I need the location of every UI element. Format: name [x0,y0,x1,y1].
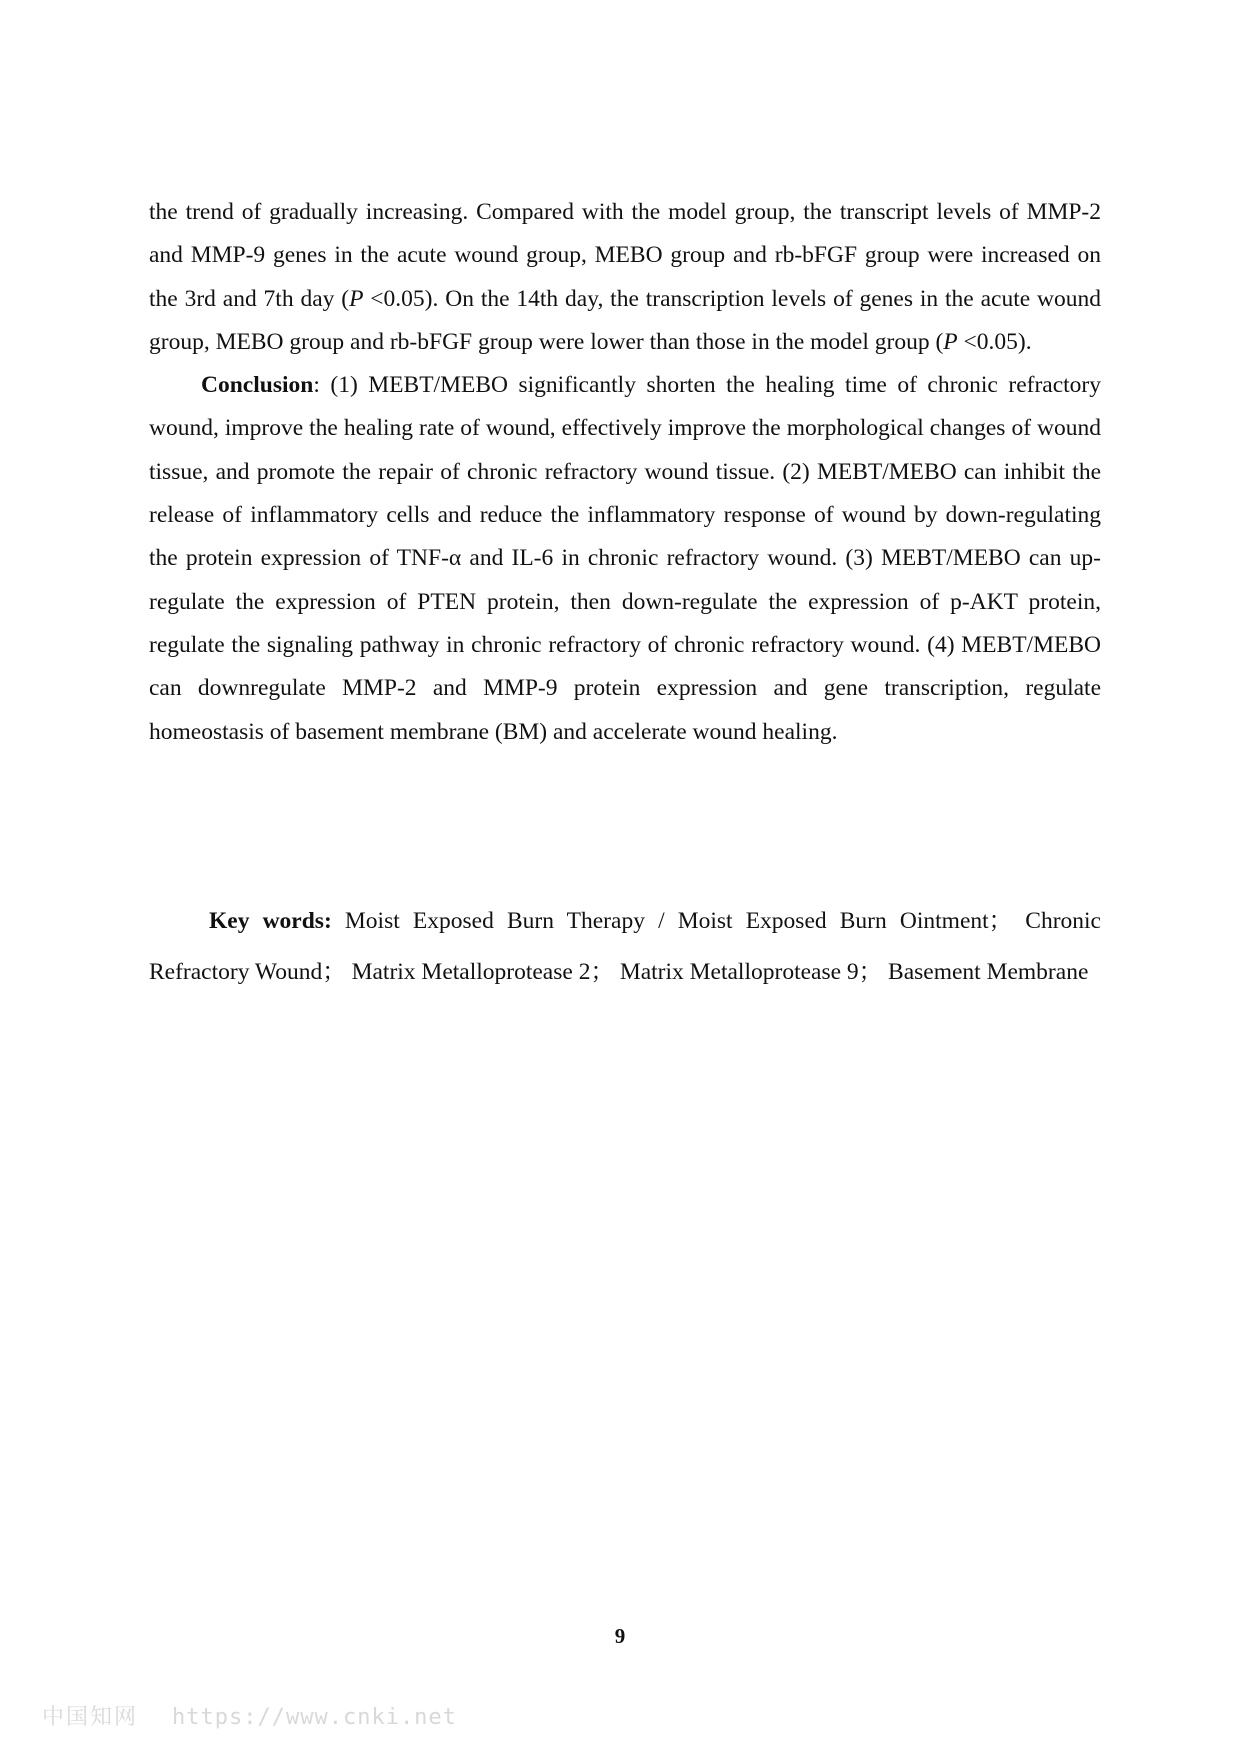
abstract-body [149,191,1101,754]
watermark-site-name: 中国知网 [42,1705,139,1730]
keywords-label: Key words: [209,908,332,934]
results-text-2: <0.05). On the 14th day, the transcription levels of genes in the acute wound group, MEBO group and rb-bFGF group were lower than those in the model group ( [149,285,1101,355]
watermark-url: https://www.cnki.net [172,1705,457,1730]
results-paragraph [149,191,1101,364]
keywords-section [149,896,1101,998]
keywords-paragraph [149,896,1101,998]
results-text-3: <0.05). [957,328,1032,355]
keywords-text: Moist Exposed Burn Therapy / Moist Exposed Burn Ointment； Chronic Refractory Wound； Matrix Metalloprotease 2； Matrix Metalloprotease 9； Basement Membrane [149,908,1101,985]
p-value-symbol: P [349,285,364,312]
p-value-symbol: P [943,328,958,355]
conclusion-paragraph [149,364,1101,754]
results-text-1: the trend of gradually increasing. Compared with the model group, the transcript levels of MMP-2 and MMP-9 genes in the acute wound group, MEBO group and rb-bFGF group were increased on the 3rd and 7th day ( [149,199,1101,312]
conclusion-text: : (1) MEBT/MEBO significantly shorten the healing time of chronic refractory wound, improve the healing rate of wound, effectively improve the morphological changes of wound tissue, and promote the repair of chronic refractory wound tissue. (2) MEBT/MEBO can inhibit the release of inflammatory cells and reduce the inflammatory response of wound by down-regulating the protein expression of TNF-α and IL-6 in chronic refractory wound. (3) MEBT/MEBO can up-regulate the expression of PTEN protein, then down-regulate the expression of p-AKT protein, regulate the signaling pathway in chronic refractory of chronic refractory wound. (4) MEBT/MEBO can downregulate MMP-2 and MMP-9 protein expression and gene transcription, regulate homeostasis of basement membrane (BM) and accelerate wound healing. [149,372,1101,745]
cnki-watermark [42,1700,457,1731]
page-number: 9 [614,1624,626,1648]
conclusion-label: Conclusion [201,372,314,399]
